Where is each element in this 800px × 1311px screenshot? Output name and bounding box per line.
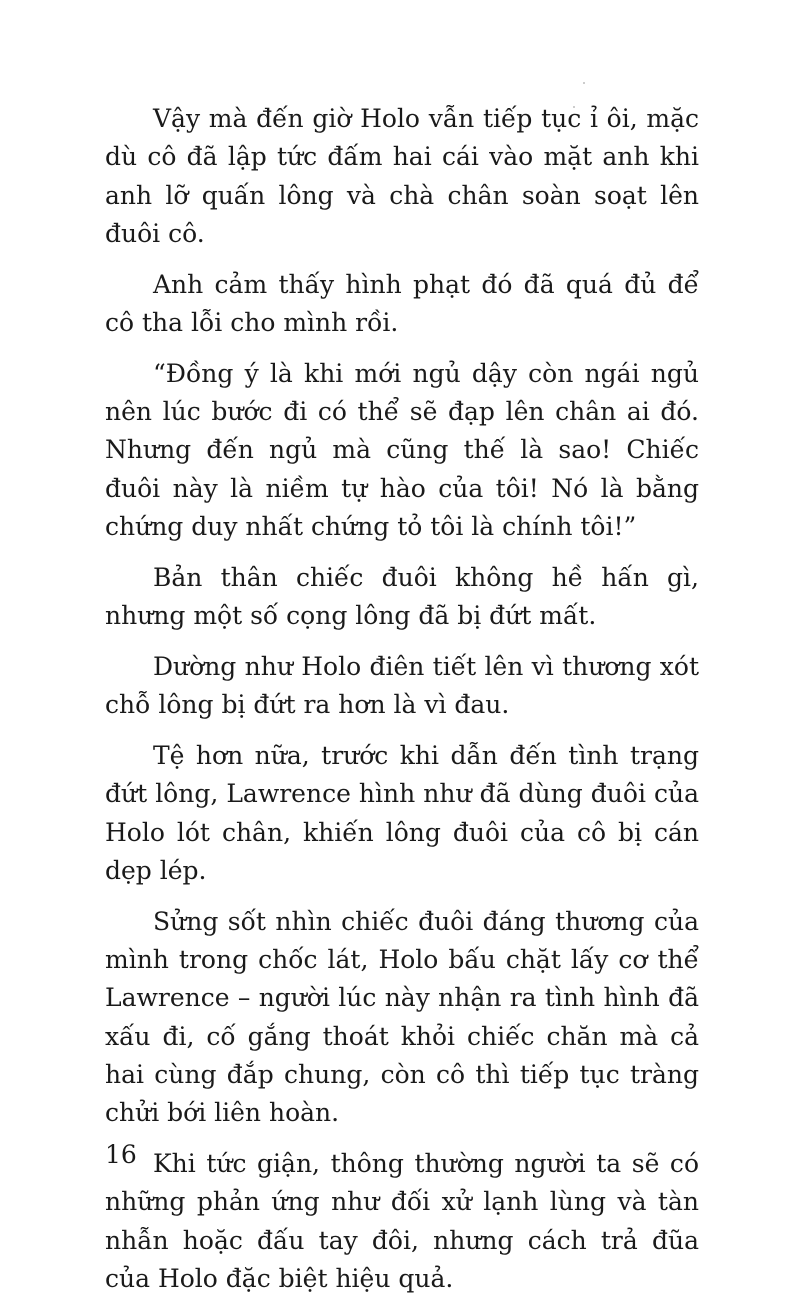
paragraph-2: Anh cảm thấy hình phạt đó đã quá đủ để cô tha lỗi cho mình rồi. — [105, 269, 699, 337]
paragraph-5: Dường như Holo điên tiết lên vì thương xót chỗ lông bị đứt ra hơn là vì đau. — [105, 651, 699, 720]
paragraph-6: Tệ hơn nữa, trước khi dẫn đến tình trạng đứt lông, Lawrence hình như đã dùng đuôi của Holo lót chân, khiến lông đuôi của cô bị cán dẹp lép. — [105, 740, 699, 885]
paragraph-3: “Đồng ý là khi mới ngủ dậy còn ngái ngủ nên lúc bước đi có thể sẽ đạp lên chân ai đó. Nhưng đến ngủ mà cũng thế là sao! Chiếc đuôi này là niềm tự hào của tôi! Nó là bằng chứng duy nhất chứng tỏ tôi là chính tôi!” — [105, 358, 699, 541]
body-text — [105, 100, 699, 1311]
scan-speck — [583, 82, 585, 84]
paragraph-1: Vậy mà đến giờ Holo vẫn tiếp tục ỉ ôi, mặc dù cô đã lập tức đấm hai cái vào mặt anh khi anh lỡ quấn lông và chà chân soàn soạt lên đuôi cô. — [105, 104, 699, 248]
paragraph-8: Khi tức giận, thông thường người ta sẽ có những phản ứng như đối xử lạnh lùng và tàn nhẫn hoặc đấu tay đôi, nhưng cách trả đũa của Holo đặc biệt hiệu quả. — [105, 1148, 699, 1293]
paragraph-7: Sửng sốt nhìn chiếc đuôi đáng thương của mình trong chốc lát, Holo bấu chặt lấy cơ thể Lawrence – người lúc này nhận ra tình hình đã xấu đi, cố gắng thoát khỏi chiếc chăn mà cả hai cùng đắp chung, còn cô thì tiếp tục tràng chửi bới liên hoàn. — [105, 906, 699, 1128]
page-number: 16 — [105, 1140, 137, 1169]
paragraph-4: Bản thân chiếc đuôi không hề hấn gì, nhưng một số cọng lông đã bị đứt mất. — [105, 562, 699, 631]
